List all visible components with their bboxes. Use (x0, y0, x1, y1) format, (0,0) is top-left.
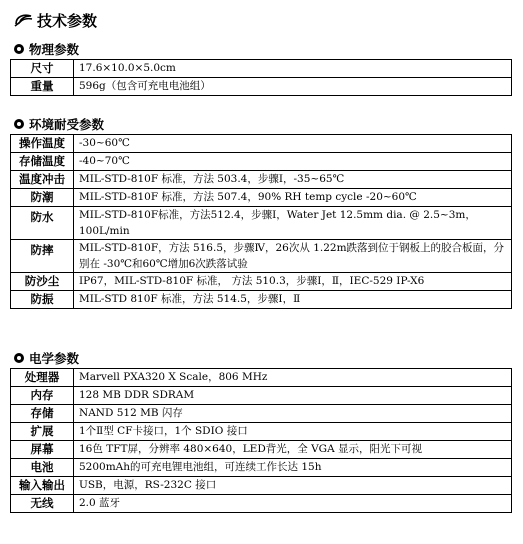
table-row (11, 369, 512, 387)
spec-key: 电池 (11, 459, 74, 477)
section-title-physical: 物理参数 (14, 40, 79, 58)
bullet-icon (14, 353, 24, 363)
section-title-electrical: 电学参数 (14, 349, 79, 367)
spec-key: 内存 (11, 387, 74, 405)
table-row (11, 495, 512, 513)
spec-key: 防沙尘 (11, 273, 74, 291)
spec-value: MIL-STD 810F 标准，方法 514.5，步骤Ⅰ，Ⅱ (74, 291, 512, 309)
table-row (11, 441, 512, 459)
spec-value: MIL-STD-810F 标准，方法 503.4，步骤Ⅰ，-35~65℃ (74, 171, 512, 189)
spec-value: IP67，MIL-STD-810F 标准， 方法 510.3，步骤Ⅰ，Ⅱ，IEC-529 IP-X6 (74, 273, 512, 291)
spec-key: 防水 (11, 207, 74, 240)
spec-key: 重量 (11, 78, 74, 96)
spec-key: 防振 (11, 291, 74, 309)
page-title (14, 10, 97, 30)
spec-key: 防摔 (11, 240, 74, 273)
spec-value: 16色 TFT屏，分辨率 480×640，LED背光，全 VGA 显示，阳光下可视 (74, 441, 512, 459)
spec-key: 扩展 (11, 423, 74, 441)
spec-value: 5200mAh的可充电锂电池组，可连续工作长达 15h (74, 459, 512, 477)
table-row (11, 171, 512, 189)
spec-key: 屏幕 (11, 441, 74, 459)
spec-key: 操作温度 (11, 135, 74, 153)
page-title-text: 技术参数 (37, 11, 98, 30)
table-row (11, 153, 512, 171)
spec-key: 输入输出 (11, 477, 74, 495)
spec-key: 无线 (11, 495, 74, 513)
spec-value: MIL-STD-810F标准，方法512.4，步骤I，Water Jet 12.5mm dia. @ 2.5~3m，100L/min (74, 207, 512, 240)
spec-value: 1个Ⅱ型 CF卡接口，1个 SDIO 接口 (74, 423, 512, 441)
spec-key: 尺寸 (11, 60, 74, 78)
environment-table (10, 134, 512, 309)
table-row (11, 387, 512, 405)
spec-value: USB，电源，RS-232C 接口 (74, 477, 512, 495)
spec-value: MIL-STD-810F 标准，方法 507.4，90% RH temp cycle -20~60℃ (74, 189, 512, 207)
bullet-icon (14, 119, 24, 129)
spec-key: 温度冲击 (11, 171, 74, 189)
spec-value: 17.6×10.0×5.0cm (74, 60, 512, 78)
table-row (11, 60, 512, 78)
spec-value: NAND 512 MB 闪存 (74, 405, 512, 423)
table-row (11, 207, 512, 240)
table-row (11, 459, 512, 477)
electrical-table (10, 368, 512, 513)
table-row (11, 291, 512, 309)
pen-logo-icon (14, 12, 34, 28)
spec-key: 防潮 (11, 189, 74, 207)
spec-key: 处理器 (11, 369, 74, 387)
spec-value: 128 MB DDR SDRAM (74, 387, 512, 405)
table-row (11, 423, 512, 441)
table-row (11, 273, 512, 291)
physical-table (10, 59, 512, 96)
spec-value: -40~70℃ (74, 153, 512, 171)
spec-key: 存储 (11, 405, 74, 423)
table-row (11, 405, 512, 423)
section-title-environment: 环境耐受参数 (14, 115, 104, 133)
spec-value: -30~60℃ (74, 135, 512, 153)
spec-value: Marvell PXA320 X Scale，806 MHz (74, 369, 512, 387)
bullet-icon (14, 44, 24, 54)
table-row (11, 135, 512, 153)
table-row (11, 477, 512, 495)
spec-key: 存储温度 (11, 153, 74, 171)
table-row (11, 189, 512, 207)
spec-value: MIL-STD-810F，方法 516.5，步骤Ⅳ，26次从 1.22m跌落到位于钢板上的胶合板面，分别在 -30℃和60℃增加6次跌落试验 (74, 240, 512, 273)
table-row (11, 240, 512, 273)
spec-value: 596g（包含可充电电池组） (74, 78, 512, 96)
spec-value: 2.0 蓝牙 (74, 495, 512, 513)
table-row (11, 78, 512, 96)
